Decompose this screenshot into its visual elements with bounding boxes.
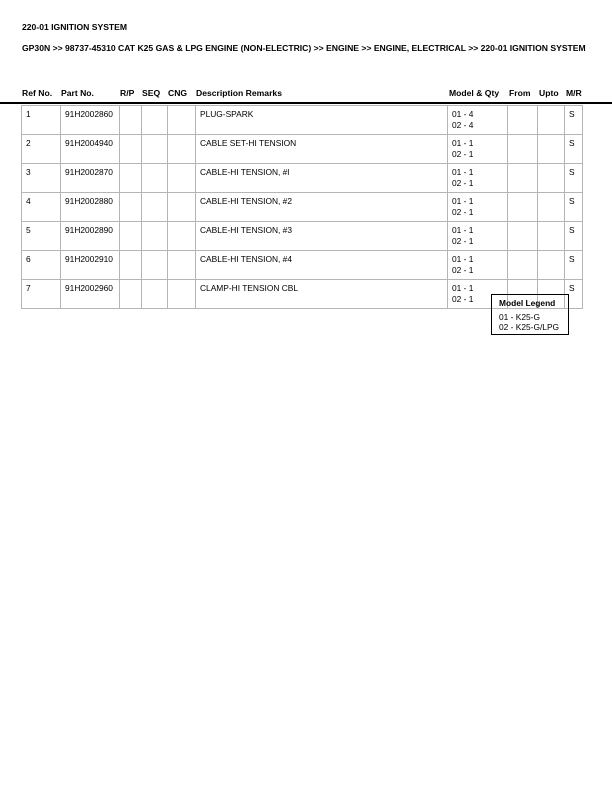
upto-cell [538,106,565,135]
description-cell [196,135,448,164]
part-no-cell-part: 91H2002890 [65,225,113,235]
rp-cell [120,251,142,280]
page-title: 220-01 IGNITION SYSTEM [22,22,128,32]
table-row [22,193,583,222]
ref-cell-ref: 6 [26,254,31,264]
from-cell [508,251,538,280]
mr-cell-mr: S [569,225,575,235]
from-cell [508,106,538,135]
ref-cell-ref: 2 [26,138,31,148]
model-legend-title: Model Legend [499,298,556,308]
cng-cell [168,280,196,309]
model-legend-item: 01 - K25-G [499,311,540,322]
model-qty-cell-m1: 01 - 1 [452,283,474,293]
description-cell-desc: CABLE-HI TENSION, #4 [200,254,292,264]
rp-cell [120,164,142,193]
mr-cell [565,222,583,251]
table-row [22,106,583,135]
description-cell-desc: CABLE-HI TENSION, #2 [200,196,292,206]
seq-cell [142,280,168,309]
part-no-cell [61,106,120,135]
description-cell [196,106,448,135]
description-cell-desc: CLAMP-HI TENSION CBL [200,283,299,293]
cng-cell [168,135,196,164]
model-qty-cell-m1: 01 - 1 [452,167,474,177]
seq-cell [142,222,168,251]
part-no-cell-part: 91H2002960 [65,283,113,293]
ref-cell [22,222,61,251]
ref-cell [22,251,61,280]
col-header-ref: Ref No. [22,88,53,98]
model-qty-cell-m1: 01 - 1 [452,138,474,148]
breadcrumb: GP30N >> 98737-45310 CAT K25 GAS & LPG ENGINE (NON-ELECTRIC) >> ENGINE >> ENGINE, ELECTRICAL >> 220-01 IGNITION SYSTEM [22,43,586,53]
mr-cell-mr: S [569,283,575,293]
mr-cell-mr: S [569,109,575,119]
ref-cell-ref: 5 [26,225,31,235]
mr-cell-mr: S [569,254,575,264]
seq-cell [142,251,168,280]
mr-cell-mr: S [569,138,575,148]
header-divider [0,102,612,104]
part-no-cell-part: 91H2002860 [65,109,113,119]
ref-cell [22,164,61,193]
mr-cell [565,135,583,164]
model-qty-cell-m1: 01 - 4 [452,109,474,119]
rp-cell [120,106,142,135]
model-qty-cell [448,135,508,164]
rp-cell [120,280,142,309]
model-qty-cell [448,251,508,280]
mr-cell-mr: S [569,196,575,206]
model-qty-cell-m2: 02 - 1 [452,206,474,217]
description-cell-desc: PLUG-SPARK [200,109,254,119]
col-header-upto: Upto [539,88,559,98]
rp-cell [120,135,142,164]
model-qty-cell-m1: 01 - 1 [452,254,474,264]
part-no-cell-part: 91H2002910 [65,254,113,264]
col-header-mr: M/R [566,88,582,98]
description-cell-desc: CABLE-HI TENSION, #3 [200,225,292,235]
part-no-cell [61,193,120,222]
mr-cell [565,251,583,280]
from-cell [508,193,538,222]
cng-cell [168,251,196,280]
model-qty-cell [448,164,508,193]
col-header-model: Model & Qty [449,88,500,98]
description-cell-desc: CABLE-HI TENSION, #l [200,167,290,177]
part-no-cell-part: 91H2004940 [65,138,113,148]
table-row [22,135,583,164]
model-qty-cell-m2: 02 - 1 [452,293,474,304]
description-cell [196,193,448,222]
mr-cell [565,193,583,222]
ref-cell [22,280,61,309]
model-qty-cell [448,106,508,135]
model-qty-cell-m2: 02 - 4 [452,119,474,130]
seq-cell [142,193,168,222]
cng-cell [168,193,196,222]
ref-cell-ref: 1 [26,109,31,119]
col-header-part: Part No. [61,88,94,98]
model-qty-cell-m1: 01 - 1 [452,196,474,206]
ref-cell-ref: 3 [26,167,31,177]
col-header-desc: Description Remarks [196,88,282,98]
cng-cell [168,164,196,193]
part-no-cell [61,222,120,251]
from-cell [508,135,538,164]
description-cell [196,164,448,193]
table-row [22,164,583,193]
mr-cell [565,164,583,193]
part-no-cell [61,135,120,164]
from-cell [508,164,538,193]
part-no-cell-part: 91H2002880 [65,196,113,206]
upto-cell [538,222,565,251]
description-cell [196,280,448,309]
part-no-cell-part: 91H2002870 [65,167,113,177]
model-legend [491,294,569,335]
ref-cell [22,193,61,222]
parts-table-body [22,106,583,309]
description-cell [196,222,448,251]
rp-cell [120,193,142,222]
part-no-cell [61,280,120,309]
upto-cell [538,251,565,280]
table-row [22,222,583,251]
col-header-from: From [509,88,531,98]
part-no-cell [61,164,120,193]
cng-cell [168,106,196,135]
ref-cell-ref: 7 [26,283,31,293]
upto-cell [538,135,565,164]
col-header-rp: R/P [120,88,135,98]
col-header-cng: CNG [168,88,188,98]
ref-cell [22,135,61,164]
rp-cell [120,222,142,251]
upto-cell [538,193,565,222]
ref-cell-ref: 4 [26,196,31,206]
from-cell [508,222,538,251]
seq-cell [142,135,168,164]
cng-cell [168,222,196,251]
col-header-seq: SEQ [142,88,161,98]
table-row [22,251,583,280]
description-cell-desc: CABLE SET-HI TENSION [200,138,297,148]
model-qty-cell-m2: 02 - 1 [452,235,474,246]
model-qty-cell [448,222,508,251]
model-qty-cell-m2: 02 - 1 [452,264,474,275]
model-qty-cell-m1: 01 - 1 [452,225,474,235]
mr-cell [565,106,583,135]
parts-table [21,105,583,309]
part-no-cell [61,251,120,280]
ref-cell [22,106,61,135]
description-cell [196,251,448,280]
model-legend-item: 02 - K25-G/LPG [499,322,560,332]
seq-cell [142,164,168,193]
model-qty-cell-m2: 02 - 1 [452,148,474,159]
model-qty-cell-m2: 02 - 1 [452,177,474,188]
model-qty-cell [448,193,508,222]
mr-cell-mr: S [569,167,575,177]
upto-cell [538,164,565,193]
seq-cell [142,106,168,135]
